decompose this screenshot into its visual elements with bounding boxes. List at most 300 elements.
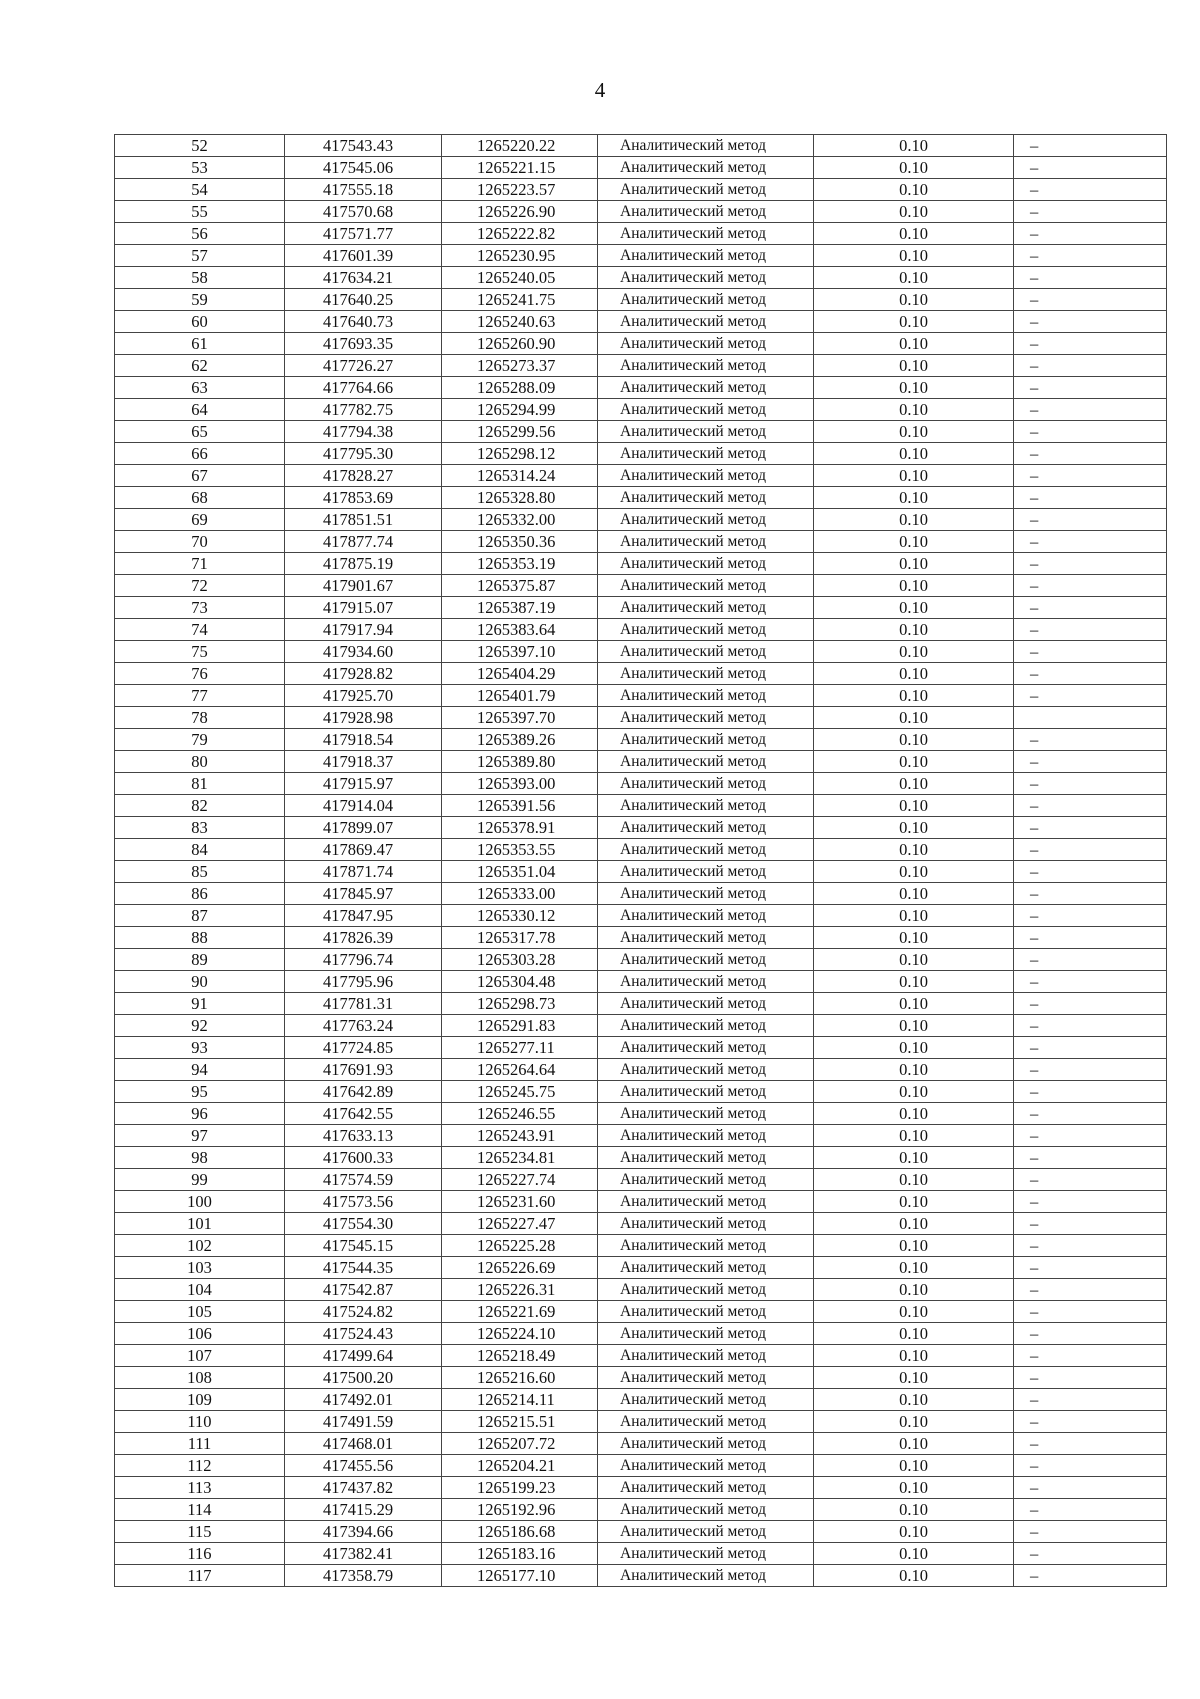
- point-number-cell: 115: [115, 1521, 285, 1543]
- x-coordinate-cell: 417934.60: [285, 641, 442, 663]
- point-number-cell: 112: [115, 1455, 285, 1477]
- point-number-cell: 64: [115, 399, 285, 421]
- table-row: [115, 1103, 1167, 1125]
- note-cell: –: [1014, 289, 1167, 311]
- precision-cell: 0.10: [814, 289, 1014, 311]
- x-coordinate-cell: 417869.47: [285, 839, 442, 861]
- note-cell: –: [1014, 1279, 1167, 1301]
- x-coordinate-cell: 417782.75: [285, 399, 442, 421]
- y-coordinate-cell: 1265291.83: [442, 1015, 598, 1037]
- y-coordinate-cell: 1265207.72: [442, 1433, 598, 1455]
- precision-cell: 0.10: [814, 443, 1014, 465]
- y-coordinate-cell: 1265389.80: [442, 751, 598, 773]
- precision-cell: 0.10: [814, 1059, 1014, 1081]
- note-cell: –: [1014, 1543, 1167, 1565]
- point-number-cell: 76: [115, 663, 285, 685]
- precision-cell: 0.10: [814, 1081, 1014, 1103]
- y-coordinate-cell: 1265227.47: [442, 1213, 598, 1235]
- table-row: [115, 1389, 1167, 1411]
- y-coordinate-cell: 1265240.05: [442, 267, 598, 289]
- y-coordinate-cell: 1265199.23: [442, 1477, 598, 1499]
- method-cell: Аналитический метод: [598, 1257, 814, 1279]
- point-number-cell: 60: [115, 311, 285, 333]
- precision-cell: 0.10: [814, 1477, 1014, 1499]
- table-row: [115, 553, 1167, 575]
- method-cell: Аналитический метод: [598, 1279, 814, 1301]
- method-cell: Аналитический метод: [598, 1081, 814, 1103]
- y-coordinate-cell: 1265226.31: [442, 1279, 598, 1301]
- precision-cell: 0.10: [814, 707, 1014, 729]
- precision-cell: 0.10: [814, 1345, 1014, 1367]
- precision-cell: 0.10: [814, 619, 1014, 641]
- method-cell: Аналитический метод: [598, 223, 814, 245]
- y-coordinate-cell: 1265241.75: [442, 289, 598, 311]
- method-cell: Аналитический метод: [598, 663, 814, 685]
- table-row: [115, 641, 1167, 663]
- method-cell: Аналитический метод: [598, 1059, 814, 1081]
- method-cell: Аналитический метод: [598, 245, 814, 267]
- x-coordinate-cell: 417925.70: [285, 685, 442, 707]
- precision-cell: 0.10: [814, 509, 1014, 531]
- point-number-cell: 96: [115, 1103, 285, 1125]
- table-row: [115, 1257, 1167, 1279]
- method-cell: Аналитический метод: [598, 1521, 814, 1543]
- y-coordinate-cell: 1265298.12: [442, 443, 598, 465]
- x-coordinate-cell: 417763.24: [285, 1015, 442, 1037]
- precision-cell: 0.10: [814, 1213, 1014, 1235]
- point-number-cell: 63: [115, 377, 285, 399]
- point-number-cell: 56: [115, 223, 285, 245]
- method-cell: Аналитический метод: [598, 1037, 814, 1059]
- x-coordinate-cell: 417455.56: [285, 1455, 442, 1477]
- point-number-cell: 93: [115, 1037, 285, 1059]
- note-cell: –: [1014, 949, 1167, 971]
- point-number-cell: 68: [115, 487, 285, 509]
- y-coordinate-cell: 1265226.90: [442, 201, 598, 223]
- precision-cell: 0.10: [814, 1279, 1014, 1301]
- x-coordinate-cell: 417570.68: [285, 201, 442, 223]
- point-number-cell: 65: [115, 421, 285, 443]
- table-row: [115, 157, 1167, 179]
- point-number-cell: 95: [115, 1081, 285, 1103]
- x-coordinate-cell: 417877.74: [285, 531, 442, 553]
- point-number-cell: 113: [115, 1477, 285, 1499]
- precision-cell: 0.10: [814, 1257, 1014, 1279]
- precision-cell: 0.10: [814, 245, 1014, 267]
- y-coordinate-cell: 1265353.55: [442, 839, 598, 861]
- table-row: [115, 839, 1167, 861]
- precision-cell: 0.10: [814, 531, 1014, 553]
- method-cell: Аналитический метод: [598, 443, 814, 465]
- method-cell: Аналитический метод: [598, 509, 814, 531]
- table-row: [115, 355, 1167, 377]
- note-cell: –: [1014, 443, 1167, 465]
- method-cell: Аналитический метод: [598, 355, 814, 377]
- y-coordinate-cell: 1265333.00: [442, 883, 598, 905]
- point-number-cell: 62: [115, 355, 285, 377]
- table-row: [115, 1367, 1167, 1389]
- x-coordinate-cell: 417524.82: [285, 1301, 442, 1323]
- note-cell: –: [1014, 487, 1167, 509]
- y-coordinate-cell: 1265223.57: [442, 179, 598, 201]
- note-cell: –: [1014, 685, 1167, 707]
- method-cell: Аналитический метод: [598, 267, 814, 289]
- y-coordinate-cell: 1265226.69: [442, 1257, 598, 1279]
- point-number-cell: 111: [115, 1433, 285, 1455]
- y-coordinate-cell: 1265401.79: [442, 685, 598, 707]
- note-cell: –: [1014, 1235, 1167, 1257]
- point-number-cell: 74: [115, 619, 285, 641]
- note-cell: –: [1014, 729, 1167, 751]
- point-number-cell: 73: [115, 597, 285, 619]
- method-cell: Аналитический метод: [598, 1433, 814, 1455]
- y-coordinate-cell: 1265234.81: [442, 1147, 598, 1169]
- note-cell: –: [1014, 553, 1167, 575]
- point-number-cell: 78: [115, 707, 285, 729]
- x-coordinate-cell: 417693.35: [285, 333, 442, 355]
- precision-cell: 0.10: [814, 223, 1014, 245]
- point-number-cell: 106: [115, 1323, 285, 1345]
- x-coordinate-cell: 417781.31: [285, 993, 442, 1015]
- x-coordinate-cell: 417899.07: [285, 817, 442, 839]
- y-coordinate-cell: 1265332.00: [442, 509, 598, 531]
- table-row: [115, 905, 1167, 927]
- table-row: [115, 245, 1167, 267]
- precision-cell: 0.10: [814, 1543, 1014, 1565]
- precision-cell: 0.10: [814, 971, 1014, 993]
- y-coordinate-cell: 1265404.29: [442, 663, 598, 685]
- table-row: [115, 685, 1167, 707]
- table-row: [115, 201, 1167, 223]
- x-coordinate-cell: 417500.20: [285, 1367, 442, 1389]
- x-coordinate-cell: 417394.66: [285, 1521, 442, 1543]
- point-number-cell: 101: [115, 1213, 285, 1235]
- point-number-cell: 75: [115, 641, 285, 663]
- precision-cell: 0.10: [814, 1169, 1014, 1191]
- y-coordinate-cell: 1265216.60: [442, 1367, 598, 1389]
- y-coordinate-cell: 1265387.19: [442, 597, 598, 619]
- y-coordinate-cell: 1265277.11: [442, 1037, 598, 1059]
- table-row: [115, 1521, 1167, 1543]
- y-coordinate-cell: 1265330.12: [442, 905, 598, 927]
- point-number-cell: 52: [115, 135, 285, 157]
- point-number-cell: 108: [115, 1367, 285, 1389]
- note-cell: –: [1014, 1301, 1167, 1323]
- note-cell: –: [1014, 1037, 1167, 1059]
- y-coordinate-cell: 1265231.60: [442, 1191, 598, 1213]
- precision-cell: 0.10: [814, 575, 1014, 597]
- method-cell: Аналитический метод: [598, 1477, 814, 1499]
- y-coordinate-cell: 1265186.68: [442, 1521, 598, 1543]
- note-cell: –: [1014, 1411, 1167, 1433]
- table-row: [115, 1477, 1167, 1499]
- note-cell: –: [1014, 1433, 1167, 1455]
- y-coordinate-cell: 1265314.24: [442, 465, 598, 487]
- table-row: [115, 465, 1167, 487]
- method-cell: Аналитический метод: [598, 773, 814, 795]
- x-coordinate-cell: 417640.25: [285, 289, 442, 311]
- x-coordinate-cell: 417915.07: [285, 597, 442, 619]
- note-cell: –: [1014, 377, 1167, 399]
- table-row: [115, 377, 1167, 399]
- precision-cell: 0.10: [814, 883, 1014, 905]
- point-number-cell: 66: [115, 443, 285, 465]
- y-coordinate-cell: 1265214.11: [442, 1389, 598, 1411]
- y-coordinate-cell: 1265294.99: [442, 399, 598, 421]
- note-cell: –: [1014, 575, 1167, 597]
- x-coordinate-cell: 417571.77: [285, 223, 442, 245]
- x-coordinate-cell: 417847.95: [285, 905, 442, 927]
- y-coordinate-cell: 1265304.48: [442, 971, 598, 993]
- x-coordinate-cell: 417917.94: [285, 619, 442, 641]
- note-cell: –: [1014, 1323, 1167, 1345]
- point-number-cell: 67: [115, 465, 285, 487]
- y-coordinate-cell: 1265317.78: [442, 927, 598, 949]
- method-cell: Аналитический метод: [598, 289, 814, 311]
- precision-cell: 0.10: [814, 1565, 1014, 1587]
- note-cell: –: [1014, 531, 1167, 553]
- y-coordinate-cell: 1265222.82: [442, 223, 598, 245]
- method-cell: Аналитический метод: [598, 179, 814, 201]
- point-number-cell: 59: [115, 289, 285, 311]
- point-number-cell: 83: [115, 817, 285, 839]
- point-number-cell: 103: [115, 1257, 285, 1279]
- method-cell: Аналитический метод: [598, 1235, 814, 1257]
- point-number-cell: 114: [115, 1499, 285, 1521]
- note-cell: –: [1014, 883, 1167, 905]
- x-coordinate-cell: 417724.85: [285, 1037, 442, 1059]
- precision-cell: 0.10: [814, 179, 1014, 201]
- note-cell: –: [1014, 971, 1167, 993]
- y-coordinate-cell: 1265264.64: [442, 1059, 598, 1081]
- table-row: [115, 597, 1167, 619]
- y-coordinate-cell: 1265350.36: [442, 531, 598, 553]
- method-cell: Аналитический метод: [598, 861, 814, 883]
- x-coordinate-cell: 417918.54: [285, 729, 442, 751]
- x-coordinate-cell: 417871.74: [285, 861, 442, 883]
- note-cell: –: [1014, 311, 1167, 333]
- table-row: [115, 729, 1167, 751]
- table-row: [115, 1059, 1167, 1081]
- table-row: [115, 1169, 1167, 1191]
- point-number-cell: 104: [115, 1279, 285, 1301]
- method-cell: Аналитический метод: [598, 795, 814, 817]
- x-coordinate-cell: 417634.21: [285, 267, 442, 289]
- note-cell: –: [1014, 1125, 1167, 1147]
- method-cell: Аналитический метод: [598, 399, 814, 421]
- coordinates-table-body: [115, 135, 1167, 1587]
- table-row: [115, 1543, 1167, 1565]
- x-coordinate-cell: 417796.74: [285, 949, 442, 971]
- table-row: [115, 1081, 1167, 1103]
- x-coordinate-cell: 417928.82: [285, 663, 442, 685]
- note-cell: –: [1014, 355, 1167, 377]
- table-row: [115, 1411, 1167, 1433]
- method-cell: Аналитический метод: [598, 619, 814, 641]
- y-coordinate-cell: 1265303.28: [442, 949, 598, 971]
- y-coordinate-cell: 1265220.22: [442, 135, 598, 157]
- x-coordinate-cell: 417600.33: [285, 1147, 442, 1169]
- x-coordinate-cell: 417795.96: [285, 971, 442, 993]
- x-coordinate-cell: 417918.37: [285, 751, 442, 773]
- table-row: [115, 1015, 1167, 1037]
- note-cell: –: [1014, 465, 1167, 487]
- x-coordinate-cell: 417358.79: [285, 1565, 442, 1587]
- note-cell: –: [1014, 619, 1167, 641]
- y-coordinate-cell: 1265230.95: [442, 245, 598, 267]
- precision-cell: 0.10: [814, 751, 1014, 773]
- precision-cell: 0.10: [814, 817, 1014, 839]
- x-coordinate-cell: 417794.38: [285, 421, 442, 443]
- point-number-cell: 58: [115, 267, 285, 289]
- point-number-cell: 77: [115, 685, 285, 707]
- y-coordinate-cell: 1265177.10: [442, 1565, 598, 1587]
- method-cell: Аналитический метод: [598, 1345, 814, 1367]
- note-cell: –: [1014, 1059, 1167, 1081]
- method-cell: Аналитический метод: [598, 1191, 814, 1213]
- table-row: [115, 1323, 1167, 1345]
- x-coordinate-cell: 417691.93: [285, 1059, 442, 1081]
- precision-cell: 0.10: [814, 839, 1014, 861]
- x-coordinate-cell: 417415.29: [285, 1499, 442, 1521]
- precision-cell: 0.10: [814, 663, 1014, 685]
- precision-cell: 0.10: [814, 1499, 1014, 1521]
- point-number-cell: 53: [115, 157, 285, 179]
- precision-cell: 0.10: [814, 729, 1014, 751]
- note-cell: –: [1014, 223, 1167, 245]
- note-cell: –: [1014, 861, 1167, 883]
- note-cell: –: [1014, 597, 1167, 619]
- table-row: [115, 773, 1167, 795]
- note-cell: –: [1014, 1565, 1167, 1587]
- x-coordinate-cell: 417795.30: [285, 443, 442, 465]
- y-coordinate-cell: 1265375.87: [442, 575, 598, 597]
- precision-cell: 0.10: [814, 1411, 1014, 1433]
- note-cell: –: [1014, 1389, 1167, 1411]
- method-cell: Аналитический метод: [598, 993, 814, 1015]
- y-coordinate-cell: 1265298.73: [442, 993, 598, 1015]
- method-cell: Аналитический метод: [598, 201, 814, 223]
- point-number-cell: 55: [115, 201, 285, 223]
- table-row: [115, 817, 1167, 839]
- note-cell: –: [1014, 135, 1167, 157]
- method-cell: Аналитический метод: [598, 597, 814, 619]
- precision-cell: 0.10: [814, 465, 1014, 487]
- precision-cell: 0.10: [814, 993, 1014, 1015]
- method-cell: Аналитический метод: [598, 421, 814, 443]
- table-row: [115, 1433, 1167, 1455]
- y-coordinate-cell: 1265391.56: [442, 795, 598, 817]
- note-cell: –: [1014, 1147, 1167, 1169]
- method-cell: Аналитический метод: [598, 927, 814, 949]
- note-cell: –: [1014, 509, 1167, 531]
- precision-cell: 0.10: [814, 597, 1014, 619]
- page-number: 4: [594, 78, 606, 102]
- method-cell: Аналитический метод: [598, 685, 814, 707]
- y-coordinate-cell: 1265273.37: [442, 355, 598, 377]
- table-row: [115, 1213, 1167, 1235]
- precision-cell: 0.10: [814, 1521, 1014, 1543]
- x-coordinate-cell: 417901.67: [285, 575, 442, 597]
- x-coordinate-cell: 417875.19: [285, 553, 442, 575]
- y-coordinate-cell: 1265225.28: [442, 1235, 598, 1257]
- point-number-cell: 85: [115, 861, 285, 883]
- method-cell: Аналитический метод: [598, 1015, 814, 1037]
- precision-cell: 0.10: [814, 1103, 1014, 1125]
- table-row: [115, 575, 1167, 597]
- note-cell: –: [1014, 641, 1167, 663]
- note-cell: [1014, 707, 1167, 729]
- y-coordinate-cell: 1265246.55: [442, 1103, 598, 1125]
- note-cell: –: [1014, 399, 1167, 421]
- y-coordinate-cell: 1265224.10: [442, 1323, 598, 1345]
- method-cell: Аналитический метод: [598, 1147, 814, 1169]
- y-coordinate-cell: 1265260.90: [442, 333, 598, 355]
- method-cell: Аналитический метод: [598, 1455, 814, 1477]
- precision-cell: 0.10: [814, 927, 1014, 949]
- x-coordinate-cell: 417574.59: [285, 1169, 442, 1191]
- y-coordinate-cell: 1265215.51: [442, 1411, 598, 1433]
- table-row: [115, 1345, 1167, 1367]
- method-cell: Аналитический метод: [598, 1125, 814, 1147]
- point-number-cell: 61: [115, 333, 285, 355]
- y-coordinate-cell: 1265389.26: [442, 729, 598, 751]
- precision-cell: 0.10: [814, 1147, 1014, 1169]
- point-number-cell: 86: [115, 883, 285, 905]
- method-cell: Аналитический метод: [598, 531, 814, 553]
- table-row: [115, 993, 1167, 1015]
- y-coordinate-cell: 1265328.80: [442, 487, 598, 509]
- x-coordinate-cell: 417826.39: [285, 927, 442, 949]
- note-cell: –: [1014, 1169, 1167, 1191]
- y-coordinate-cell: 1265351.04: [442, 861, 598, 883]
- precision-cell: 0.10: [814, 1433, 1014, 1455]
- table-row: [115, 179, 1167, 201]
- x-coordinate-cell: 417468.01: [285, 1433, 442, 1455]
- y-coordinate-cell: 1265299.56: [442, 421, 598, 443]
- y-coordinate-cell: 1265221.15: [442, 157, 598, 179]
- point-number-cell: 82: [115, 795, 285, 817]
- point-number-cell: 110: [115, 1411, 285, 1433]
- note-cell: –: [1014, 795, 1167, 817]
- table-row: [115, 289, 1167, 311]
- x-coordinate-cell: 417633.13: [285, 1125, 442, 1147]
- x-coordinate-cell: 417642.89: [285, 1081, 442, 1103]
- point-number-cell: 69: [115, 509, 285, 531]
- point-number-cell: 89: [115, 949, 285, 971]
- y-coordinate-cell: 1265204.21: [442, 1455, 598, 1477]
- x-coordinate-cell: 417437.82: [285, 1477, 442, 1499]
- precision-cell: 0.10: [814, 949, 1014, 971]
- note-cell: –: [1014, 1367, 1167, 1389]
- y-coordinate-cell: 1265397.70: [442, 707, 598, 729]
- table-row: [115, 619, 1167, 641]
- note-cell: –: [1014, 201, 1167, 223]
- y-coordinate-cell: 1265397.10: [442, 641, 598, 663]
- point-number-cell: 91: [115, 993, 285, 1015]
- table-row: [115, 707, 1167, 729]
- precision-cell: 0.10: [814, 905, 1014, 927]
- precision-cell: 0.10: [814, 421, 1014, 443]
- table-row: [115, 861, 1167, 883]
- method-cell: Аналитический метод: [598, 883, 814, 905]
- y-coordinate-cell: 1265240.63: [442, 311, 598, 333]
- x-coordinate-cell: 417573.56: [285, 1191, 442, 1213]
- x-coordinate-cell: 417640.73: [285, 311, 442, 333]
- y-coordinate-cell: 1265378.91: [442, 817, 598, 839]
- x-coordinate-cell: 417845.97: [285, 883, 442, 905]
- table-row: [115, 531, 1167, 553]
